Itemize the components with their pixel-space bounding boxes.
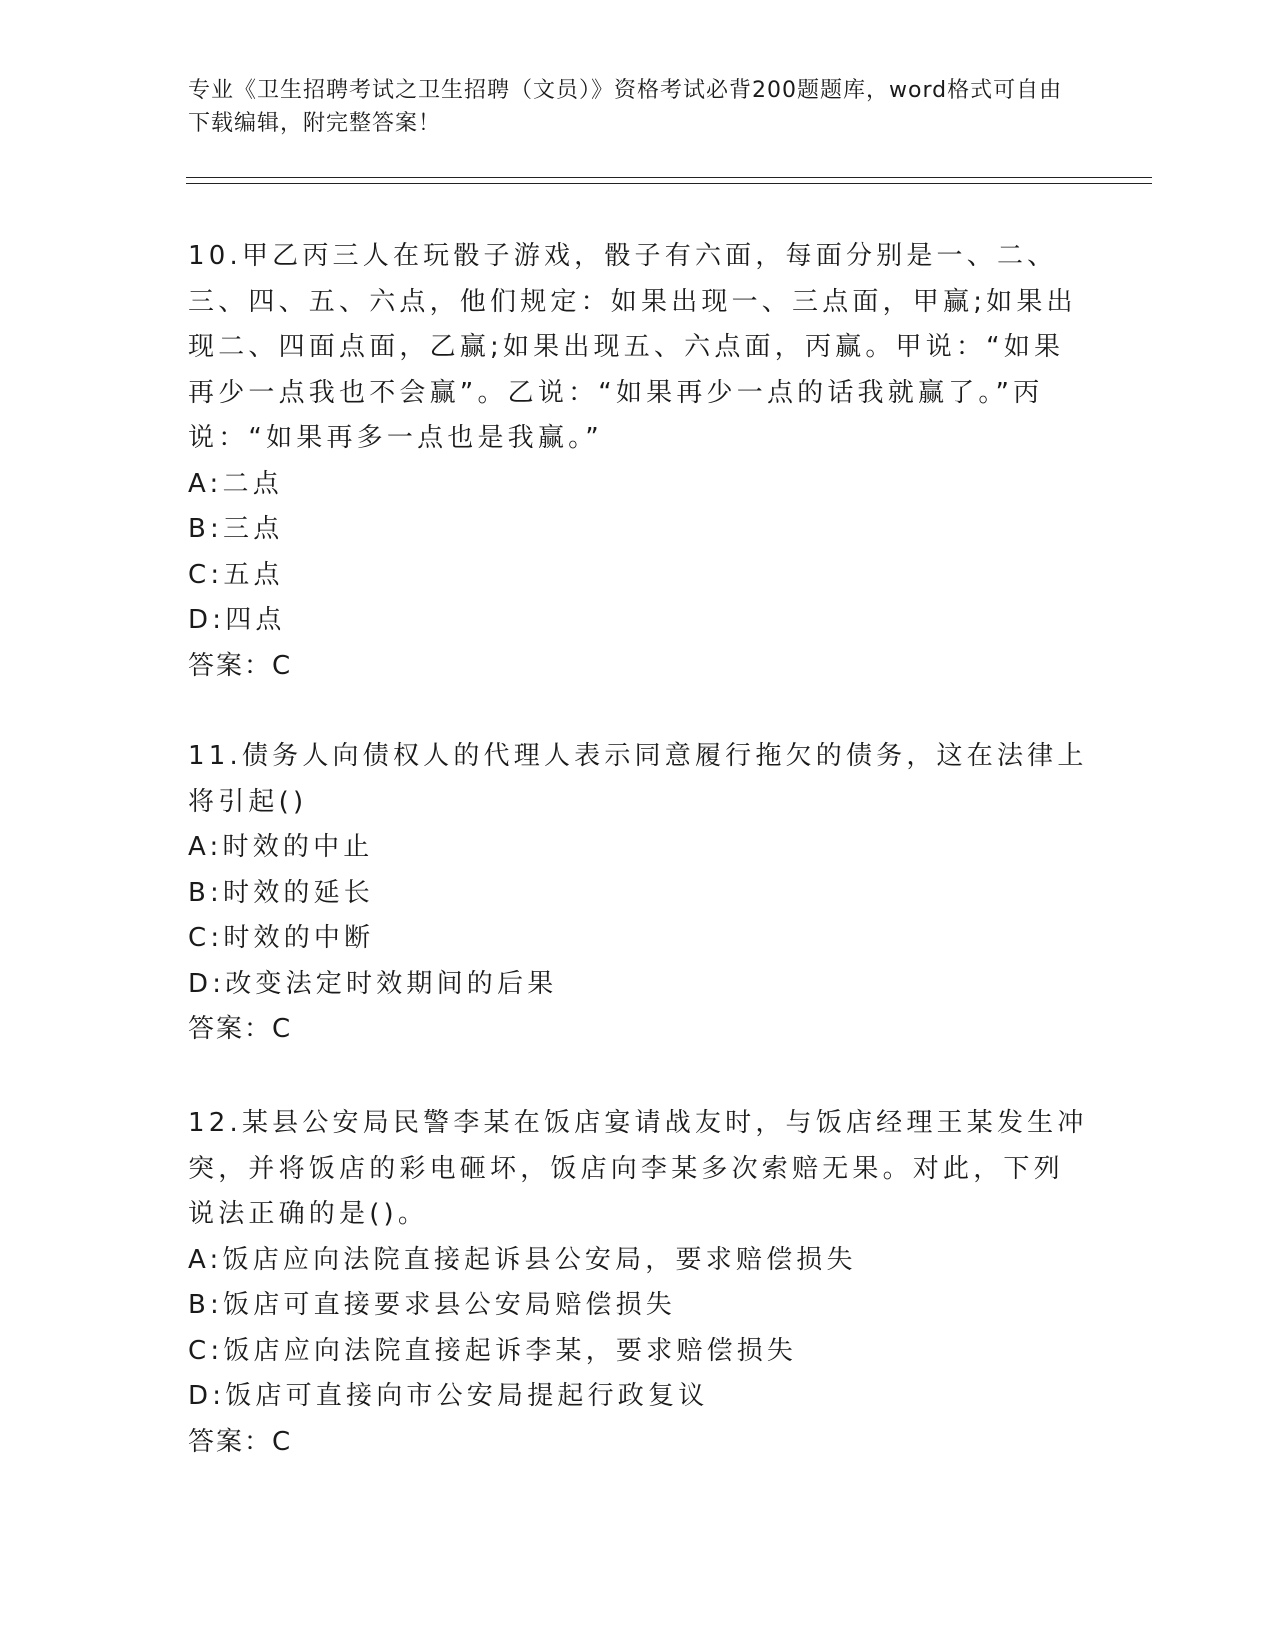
option-label: D: [188, 968, 226, 999]
header-divider [186, 177, 1152, 184]
question-text: 10.甲乙丙三人在玩骰子游戏，骰子有六面，每面分别是一、二、三、四、五、六点，他们规定：如果出现一、三点面，甲赢;如果出现二、四面点面，乙赢;如果出现五、六点面，丙赢。甲说：“如果再少一点我也不会赢”。乙说：“如果再少一点的话我就赢了。”丙说：“如果再多一点也是我赢。” [188, 241, 1077, 453]
option-b [188, 1283, 1088, 1329]
option-label: B: [188, 877, 223, 908]
question-11 [188, 734, 1088, 1053]
option-text: 改变法定时效期间的后果 [225, 968, 558, 999]
option-b [188, 871, 1088, 917]
option-d [188, 598, 1088, 644]
option-label: A: [188, 1244, 223, 1275]
question-12 [188, 1101, 1088, 1465]
option-text: 饭店应向法院直接起诉李某，要求赔偿损失 [223, 1335, 798, 1366]
option-d [188, 962, 1088, 1008]
option-text: 时效的延长 [223, 877, 375, 908]
option-label: C: [188, 923, 224, 953]
document-header: 专业《卫生招聘考试之卫生招聘（文员）》资格考试必背200题题库，word格式可自由下载编辑，附完整答案！ [188, 78, 1063, 136]
question-text: 11.债务人向债权人的代理人表示同意履行拖欠的债务，这在法律上将引起() [188, 741, 1088, 817]
option-a [188, 825, 1088, 871]
answer-line: 答案：C [188, 1014, 293, 1044]
option-a [188, 1238, 1088, 1284]
option-label: D: [188, 605, 226, 635]
option-text: 五点 [223, 559, 284, 590]
option-label: C: [188, 1335, 224, 1366]
option-d [188, 1374, 1088, 1420]
option-label: B: [188, 1290, 223, 1320]
question-10 [188, 234, 1088, 689]
option-c [188, 1329, 1088, 1375]
option-label: C: [188, 559, 224, 590]
option-text: 二点 [222, 468, 283, 499]
option-text: 时效的中断 [223, 923, 375, 953]
option-b [188, 507, 1088, 553]
option-c [188, 553, 1088, 599]
option-c [188, 916, 1088, 962]
option-text: 四点 [225, 605, 286, 635]
question-text: 12.某县公安局民警李某在饭店宴请战友时，与饭店经理王某发生冲突，并将饭店的彩电砸坏，饭店向李某多次索赔无果。对此，下列说法正确的是()。 [188, 1108, 1088, 1229]
answer-line: 答案：C [188, 650, 293, 681]
option-text: 饭店可直接向市公安局提起行政复议 [225, 1381, 709, 1411]
option-label: A: [188, 468, 223, 499]
option-text: 饭店可直接要求县公安局赔偿损失 [223, 1290, 677, 1320]
option-text: 时效的中止 [222, 832, 374, 862]
answer-line: 答案：C [188, 1426, 293, 1457]
option-label: D: [188, 1381, 226, 1411]
option-a [188, 462, 1088, 508]
option-text: 饭店应向法院直接起诉县公安局，要求赔偿损失 [222, 1244, 857, 1275]
option-label: A: [188, 832, 223, 862]
option-label: B: [188, 514, 223, 544]
option-text: 三点 [223, 514, 284, 544]
